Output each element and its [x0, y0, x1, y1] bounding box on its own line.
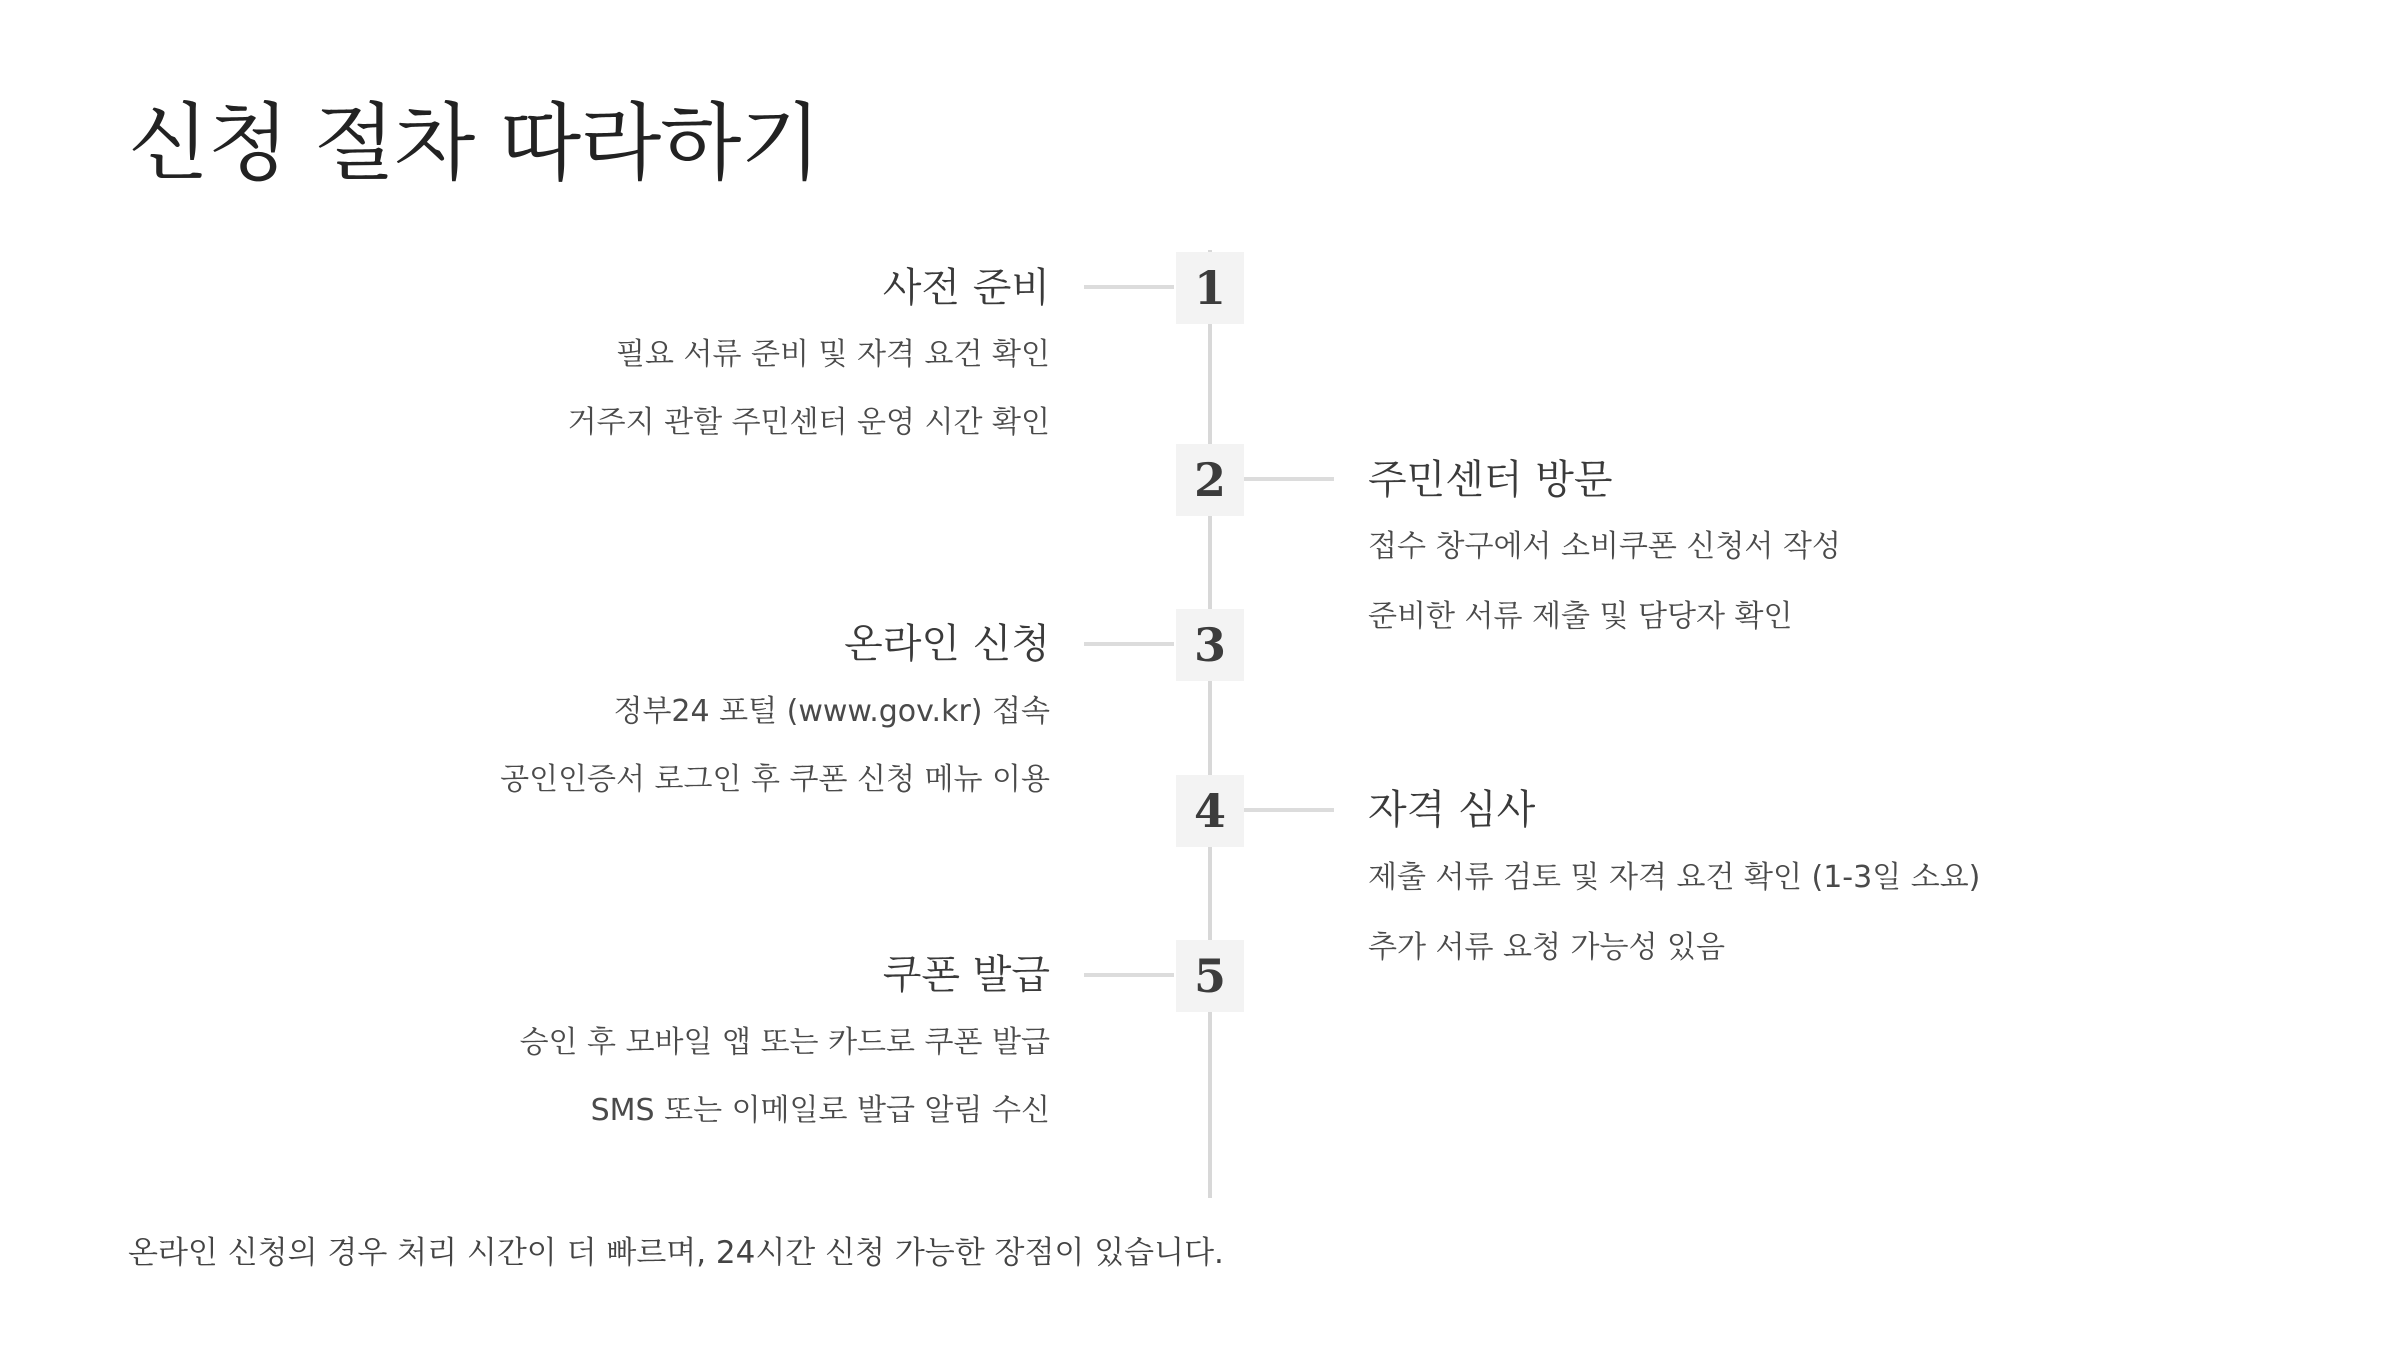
step-4-detail-2: 추가 서류 요청 가능성 있음 [1368, 930, 1725, 965]
step-4-connector [1244, 808, 1334, 812]
step-2-detail-1: 접수 창구에서 소비쿠폰 신청서 작성 [1368, 529, 1841, 564]
step-5-connector [1084, 973, 1174, 977]
step-4-badge: 4 [1176, 775, 1244, 847]
step-5-detail-2: SMS 또는 이메일로 발급 알림 수신 [590, 1093, 1050, 1128]
step-3-badge: 3 [1176, 609, 1244, 681]
step-3-title: 온라인 신청 [844, 621, 1050, 667]
step-4-title: 자격 심사 [1368, 787, 1536, 833]
footnote: 온라인 신청의 경우 처리 시간이 더 빠르며, 24시간 신청 가능한 장점이 있습니다. [128, 1235, 1224, 1271]
timeline-line [1208, 250, 1212, 1198]
step-3-connector [1084, 642, 1174, 646]
step-5-badge: 5 [1176, 940, 1244, 1012]
step-5-detail-1: 승인 후 모바일 앱 또는 카드로 쿠폰 발급 [519, 1025, 1050, 1060]
step-1-badge: 1 [1176, 252, 1244, 324]
step-1-title: 사전 준비 [882, 265, 1050, 311]
step-3-detail-1: 정부24 포털 (www.gov.kr) 접속 [613, 694, 1050, 729]
step-2-badge: 2 [1176, 444, 1244, 516]
step-3-detail-2: 공인인증서 로그인 후 쿠폰 신청 메뉴 이용 [500, 762, 1050, 797]
step-5-title: 쿠폰 발급 [882, 952, 1050, 998]
step-1-detail-1: 필요 서류 준비 및 자격 요건 확인 [616, 337, 1050, 372]
step-2-title: 주민센터 방문 [1368, 457, 1613, 503]
step-1-detail-2: 거주지 관할 주민센터 운영 시간 확인 [567, 405, 1050, 440]
step-4-detail-1: 제출 서류 검토 및 자격 요건 확인 (1-3일 소요) [1368, 860, 1981, 895]
page-title: 신청 절차 따라하기 [128, 94, 821, 192]
step-2-connector [1244, 477, 1334, 481]
step-2-detail-2: 준비한 서류 제출 및 담당자 확인 [1368, 599, 1793, 634]
step-1-connector [1084, 285, 1174, 289]
